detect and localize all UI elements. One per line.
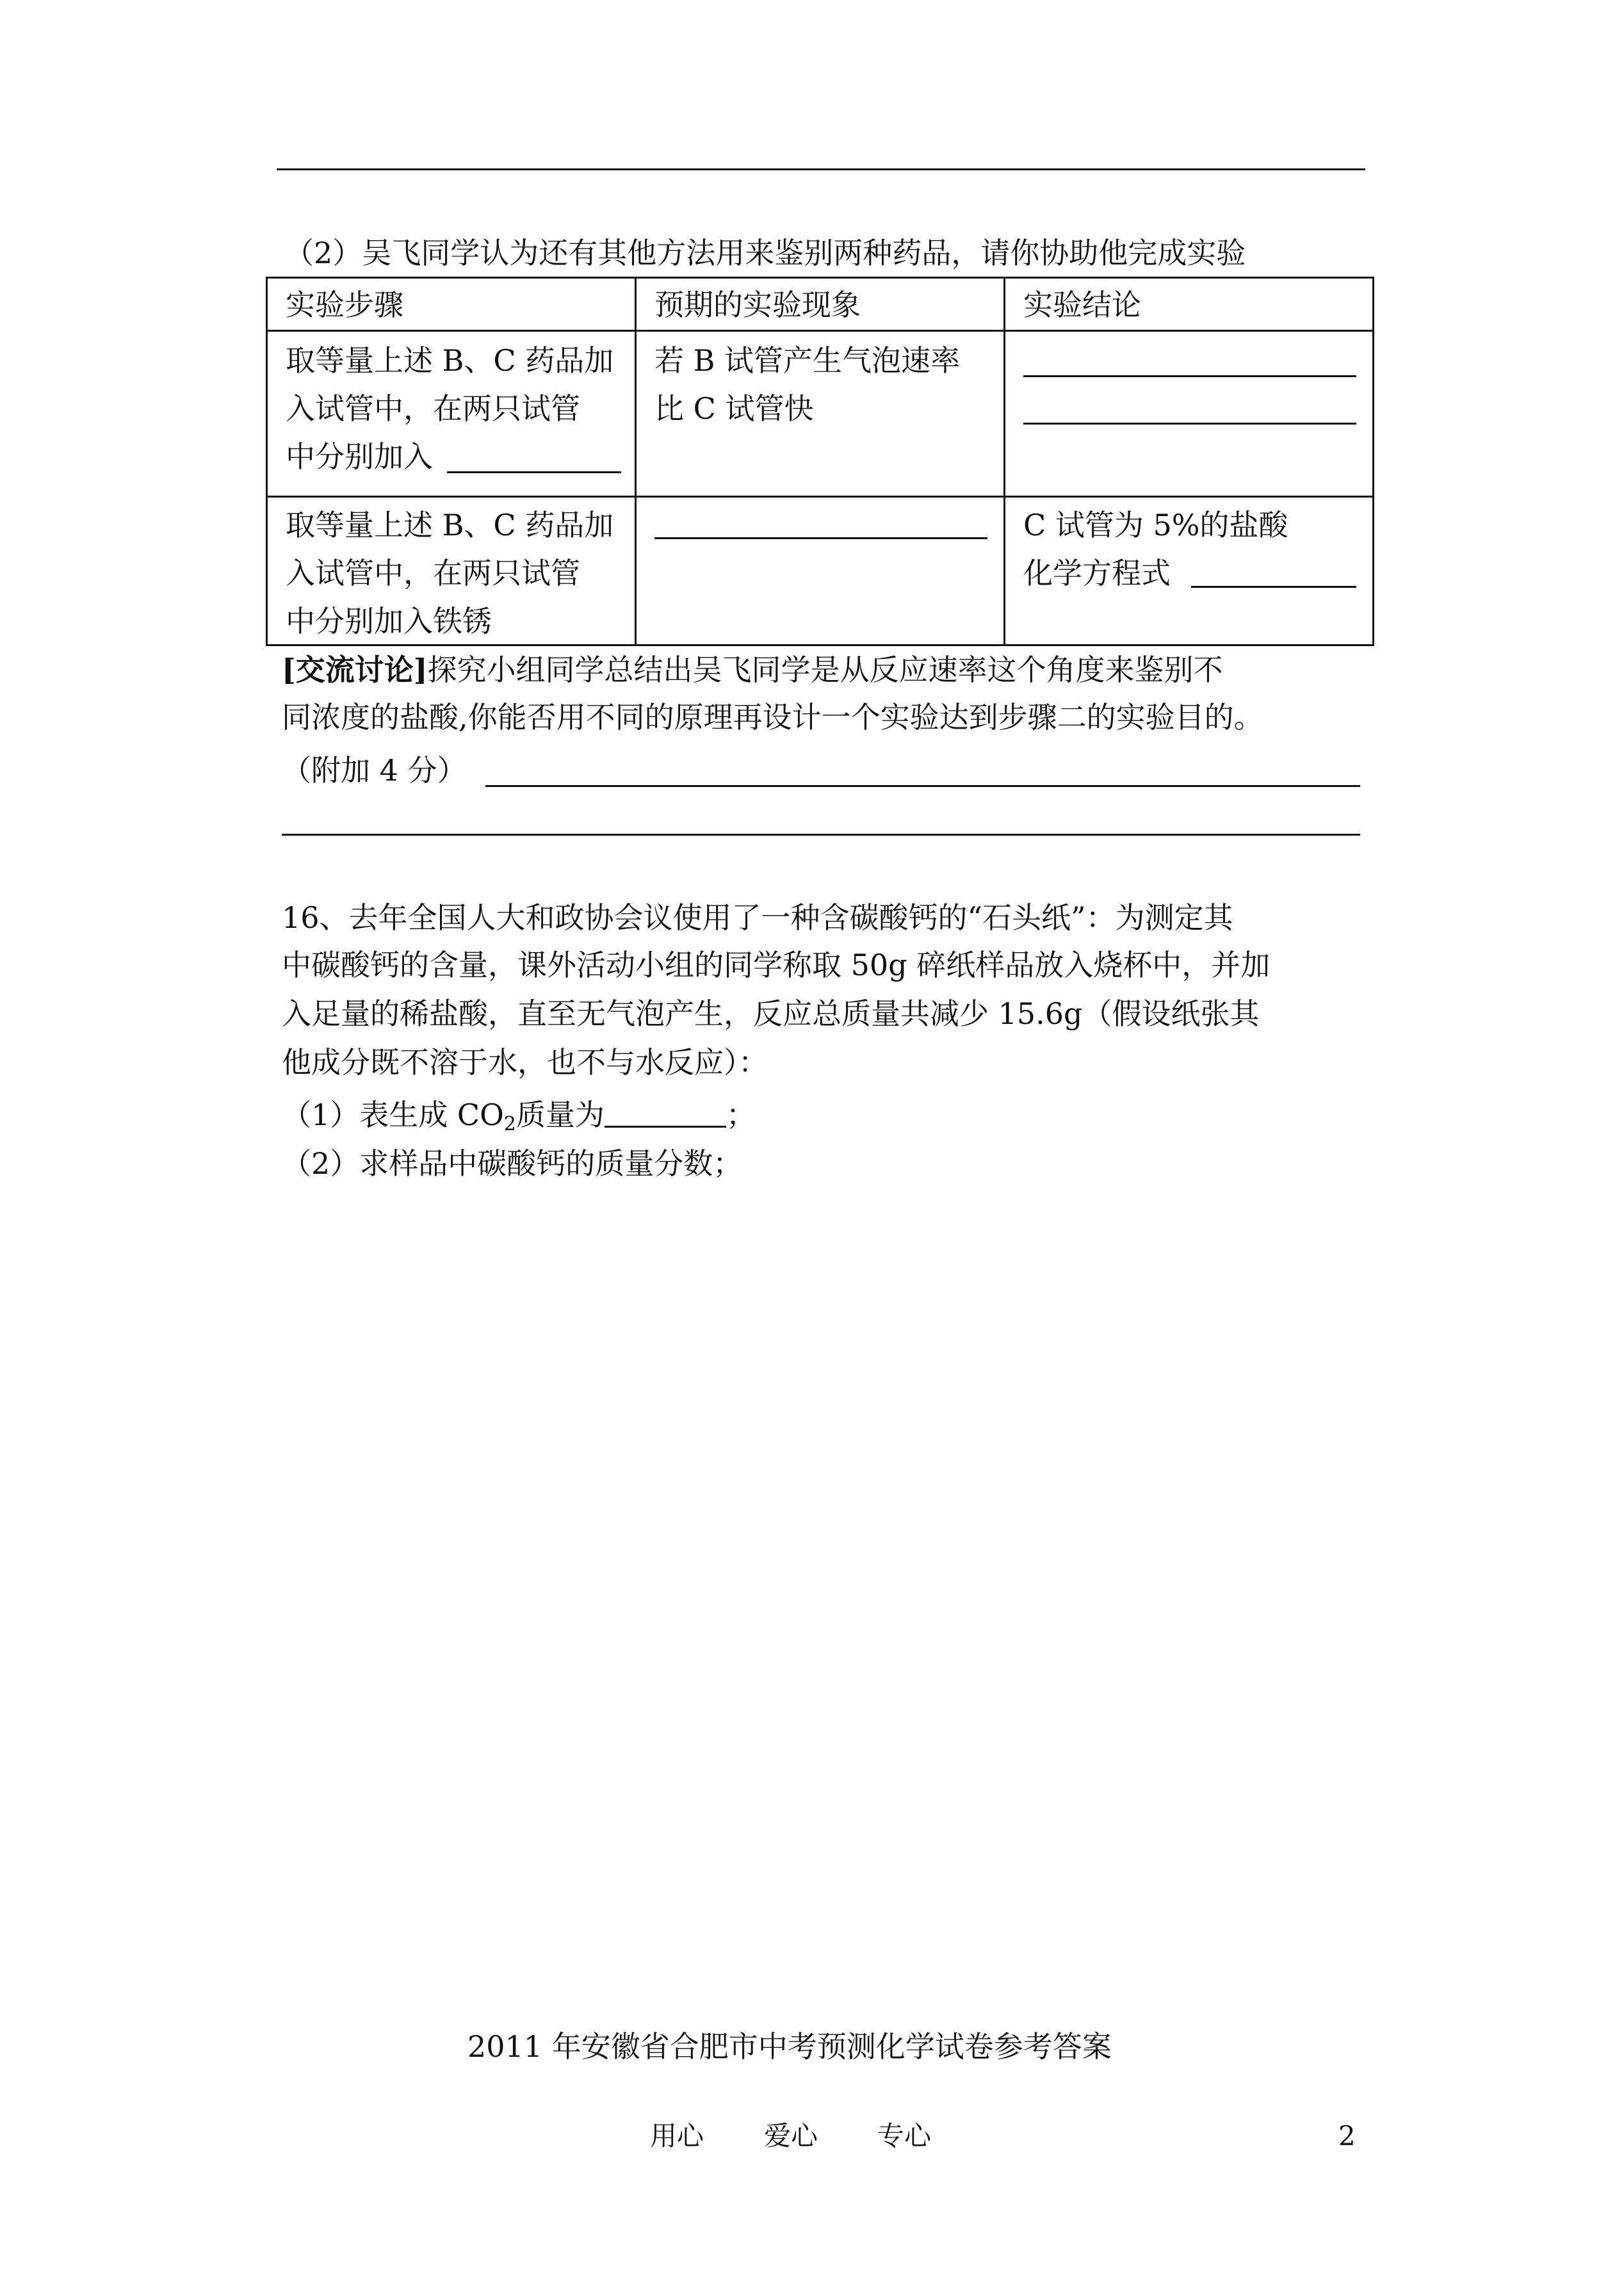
footer-motto-3: 专心 — [877, 2120, 932, 2152]
q16-sub2: （2）求样品中碳酸钙的质量分数； — [282, 1146, 743, 1181]
q16-sub1: （1）表生成 $CO_2$质量为 ； — [282, 1098, 756, 1135]
q16-line2: 中碳酸钙的含量，课外活动小组的同学称取 50g 碎纸样品放入烧杯中，并加 — [282, 948, 1271, 982]
footer-motto-2: 爱心 — [764, 2120, 818, 2152]
table-row1-conclusion — [1005, 331, 1374, 497]
table-row1-phenomenon: 若 B 试管产生气泡速率 比 C 试管快 — [636, 331, 1005, 497]
answer-blank[interactable] — [485, 785, 1360, 787]
answer-blank[interactable] — [282, 834, 1360, 836]
table-row2-conclusion: C 试管为 5%的盐酸 化学方程式 — [1005, 497, 1374, 645]
q16-line1: 16、去年全国人大和政协会议使用了一种含碳酸钙的“石头纸”：为测定其 — [282, 900, 1233, 935]
answer-blank[interactable] — [605, 1100, 726, 1128]
table-header-row — [267, 278, 1374, 331]
page-number: 2 — [1338, 2120, 1356, 2152]
discussion-bonus: （附加 4 分） — [282, 753, 467, 788]
table-row — [267, 497, 1374, 645]
q16-line3: 入足量的稀盐酸，直至无气泡产生，反应总质量共减少 15.6g（假设纸张其 — [282, 996, 1260, 1031]
answer-blank[interactable] — [1023, 423, 1356, 425]
top-rule — [277, 168, 1365, 170]
experiment-table — [266, 277, 1374, 646]
table-header-step: 实验步骤 — [267, 278, 636, 331]
q16-line4: 他成分既不溶于水，也不与水反应）： — [282, 1045, 768, 1080]
discussion-line1: [交流讨论]探究小组同学总结出吴飞同学是从反应速率这个角度来鉴别不 — [282, 653, 1223, 687]
table-header-phenomenon: 预期的实验现象 — [636, 278, 1005, 331]
table-row2-phenomenon — [636, 497, 1005, 645]
answer-key-title: 2011 年安徽省合肥市中考预测化学试卷参考答案 — [467, 2029, 1112, 2064]
discussion-tag: [交流讨论] — [282, 653, 428, 687]
discussion-line2: 同浓度的盐酸,你能否用不同的原理再设计一个实验达到步骤二的实验目的。 — [282, 700, 1263, 734]
footer-motto-1: 用心 — [650, 2120, 704, 2152]
answer-blank[interactable] — [1023, 375, 1356, 377]
table-row2-step: 取等量上述 B、C 药品加 入试管中，在两只试管 中分别加入铁锈 — [267, 497, 636, 645]
answer-blank[interactable] — [654, 537, 987, 539]
table-row1-step: 取等量上述 B、C 药品加 入试管中，在两只试管 中分别加入 — [267, 331, 636, 497]
answer-blank[interactable] — [447, 471, 621, 473]
answer-blank[interactable] — [1191, 586, 1356, 588]
part2-intro: （2）吴飞同学认为还有其他方法用来鉴别两种药品，请你协助他完成实验 — [284, 236, 1246, 270]
table-row — [267, 331, 1374, 497]
table-header-conclusion: 实验结论 — [1005, 278, 1374, 331]
